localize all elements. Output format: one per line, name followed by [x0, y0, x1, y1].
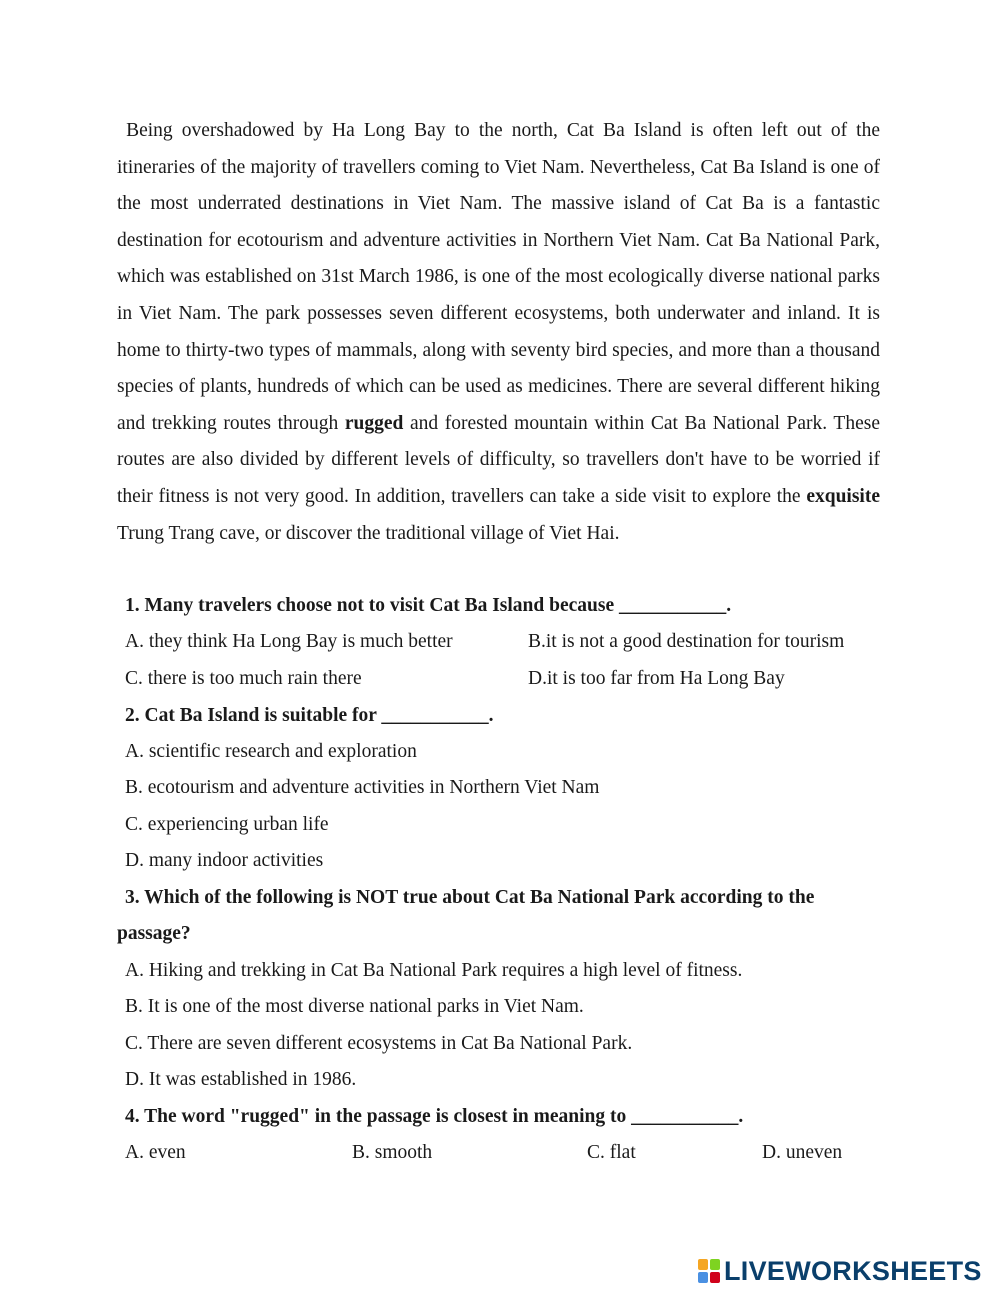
question-2-option-b[interactable]: B. ecotourism and adventure activities in Northern Viet Nam — [125, 777, 600, 798]
question-1-stem: 1. Many travelers choose not to visit Cat Ba Island because ___________. — [125, 595, 732, 616]
question-1-option-d[interactable]: D.it is too far from Ha Long Bay — [528, 668, 785, 689]
liveworksheets-logo — [698, 1255, 982, 1287]
question-4-option-a[interactable]: A. even — [125, 1142, 186, 1163]
passage-text-1: Being overshadowed by Ha Long Bay to the north, Cat Ba Island is often left out of the itineraries of the majority of travellers coming to Viet Nam. Nevertheless, Cat Ba Island is one of the most underrated destinations in Viet Nam. The massive island of Cat Ba is a fantastic destination for ecotourism and adventure activities in Northern Viet Nam. Cat Ba National Park, which was established on 31st March 1986, is one of the most ecologically diverse national parks in Viet Nam. The park possesses seven different ecosystems, both underwater and inland. It is home to thirty-two types of mammals, along with seventy bird species, and more than a thousand species of plants, hundreds of which can be used as medicines. There are several different hiking and trekking routes through — [117, 120, 881, 434]
passage-bold-exquisite: exquisite — [806, 485, 880, 507]
question-3-option-b[interactable]: B. It is one of the most diverse national parks in Viet Nam. — [125, 996, 584, 1017]
question-1-option-c[interactable]: C. there is too much rain there — [125, 668, 362, 689]
question-1-option-a[interactable]: A. they think Ha Long Bay is much better — [125, 631, 453, 652]
logo-square-4 — [710, 1272, 720, 1283]
logo-square-1 — [698, 1259, 708, 1270]
passage-text-2: and forested mountain within Cat Ba National Park. These routes are also divided by different levels of difficulty, so travellers don't have to be worried if their fitness is not very good. In addition, travellers can take a side visit to explore the — [117, 412, 880, 507]
question-3-option-a[interactable]: A. Hiking and trekking in Cat Ba National Park requires a high level of fitness. — [125, 960, 743, 981]
question-4-stem: 4. The word "rugged" in the passage is closest in meaning to ___________. — [125, 1106, 744, 1127]
question-4-option-b[interactable]: B. smooth — [352, 1142, 433, 1163]
question-2-option-a[interactable]: A. scientific research and exploration — [125, 741, 417, 762]
question-3-option-d[interactable]: D. It was established in 1986. — [125, 1069, 357, 1090]
liveworksheets-logo-text: LIVEWORKSHEETS — [724, 1255, 982, 1286]
question-4-option-d[interactable]: D. uneven — [762, 1142, 843, 1163]
reading-passage — [117, 113, 880, 552]
question-3-stem-line-1: 3. Which of the following is NOT true about Cat Ba National Park according to the — [125, 887, 815, 908]
logo-square-3 — [698, 1272, 708, 1283]
passage-text-3: Trung Trang cave, or discover the traditional village of Viet Hai. — [117, 522, 620, 544]
question-2-option-d[interactable]: D. many indoor activities — [125, 850, 324, 871]
question-3-option-c[interactable]: C. There are seven different ecosystems in Cat Ba National Park. — [125, 1033, 633, 1054]
logo-square-2 — [710, 1259, 720, 1270]
liveworksheets-logo-icon — [698, 1259, 720, 1283]
question-2-option-c[interactable]: C. experiencing urban life — [125, 814, 329, 835]
question-2-stem: 2. Cat Ba Island is suitable for ___________. — [125, 705, 494, 726]
question-1-option-b[interactable]: B.it is not a good destination for tourism — [528, 631, 845, 652]
question-3-stem-line-2: passage? — [117, 923, 191, 944]
passage-bold-rugged: rugged — [344, 412, 404, 434]
question-4-option-c[interactable]: C. flat — [587, 1142, 636, 1163]
